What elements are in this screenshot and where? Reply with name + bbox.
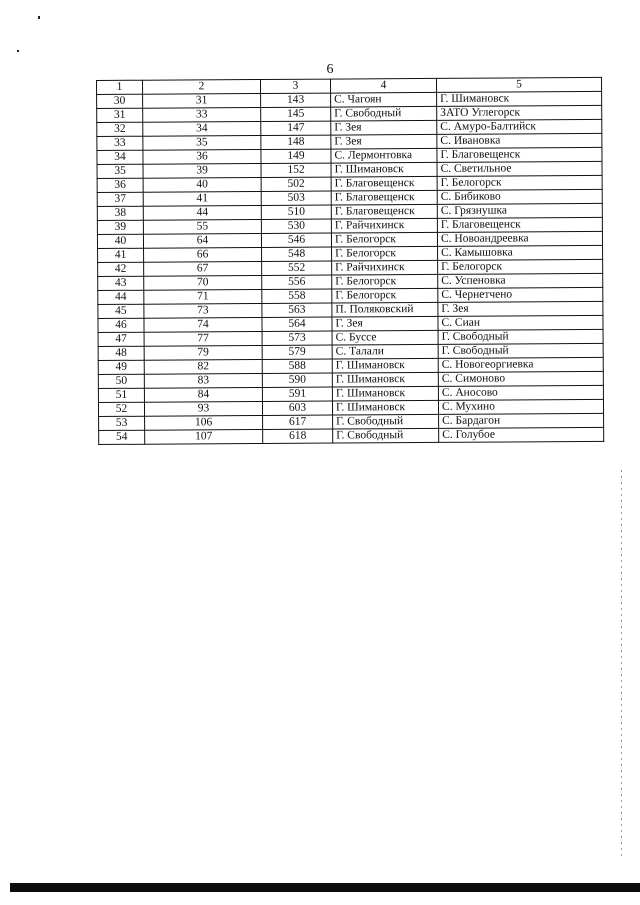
table-cell: С. Чернетчено — [438, 287, 603, 302]
table-cell: 41 — [98, 248, 144, 262]
table-cell: Г. Белогорск — [332, 274, 438, 289]
table-cell: 35 — [97, 164, 143, 178]
table-cell: П. Поляковский — [332, 302, 438, 317]
table-cell: 38 — [97, 206, 143, 220]
table-cell: С. Лермонтовка — [331, 148, 437, 163]
table-cell: Г. Свободный — [331, 106, 437, 121]
table-cell: Г. Зея — [331, 120, 437, 135]
table-cell: С. Мухино — [438, 399, 603, 414]
table-cell: Г. Шимановск — [332, 372, 438, 387]
table-cell: 52 — [98, 402, 144, 416]
table-cell: 77 — [144, 331, 262, 346]
table-cell: 588 — [262, 359, 332, 373]
table-cell: ЗАТО Углегорск — [437, 105, 602, 120]
table-cell: 548 — [262, 247, 332, 261]
table-cell: С. Амуро-Балтийск — [437, 119, 602, 134]
table-cell: Г. Белогорск — [331, 232, 437, 247]
table-cell: 53 — [99, 416, 145, 430]
table-cell: 64 — [143, 233, 261, 248]
column-header: 4 — [330, 78, 436, 93]
table-cell: 43 — [98, 276, 144, 290]
table-cell: 36 — [143, 149, 261, 164]
table-cell: С. Грязнушка — [437, 203, 602, 218]
table-cell: Г. Зея — [332, 316, 438, 331]
scan-speck — [17, 50, 19, 52]
table-cell: Г. Белогорск — [437, 175, 602, 190]
table-cell: 33 — [143, 107, 261, 122]
table-cell: 558 — [262, 289, 332, 303]
table-cell: Г. Свободный — [438, 343, 603, 358]
table-cell: 556 — [262, 275, 332, 289]
table-cell: 148 — [261, 135, 331, 149]
table-cell: 66 — [144, 247, 262, 262]
table-cell: 147 — [261, 121, 331, 135]
table-cell: 48 — [98, 346, 144, 360]
table-cell: Г. Белогорск — [332, 246, 438, 261]
table-cell: 32 — [97, 122, 143, 136]
table-cell: 46 — [98, 318, 144, 332]
table-cell: 40 — [97, 234, 143, 248]
table-cell: 149 — [261, 149, 331, 163]
table-cell: 47 — [98, 332, 144, 346]
table-cell: 30 — [97, 94, 143, 108]
table-cell: 564 — [262, 317, 332, 331]
table-cell: Г. Свободный — [333, 414, 439, 429]
table-cell: Г. Шимановск — [332, 400, 438, 415]
table-cell: 41 — [143, 191, 261, 206]
table-cell: 93 — [144, 401, 262, 416]
table-cell: 143 — [261, 93, 331, 107]
table-cell: 49 — [98, 360, 144, 374]
scan-speck — [38, 16, 40, 19]
table-cell: 503 — [261, 191, 331, 205]
table-cell: 83 — [144, 373, 262, 388]
table-cell: 42 — [98, 262, 144, 276]
table-cell: 603 — [262, 401, 332, 415]
table-cell: Г. Свободный — [438, 329, 603, 344]
table-cell: Г. Белогорск — [332, 288, 438, 303]
table-cell: Г. Райчихинск — [332, 260, 438, 275]
table-cell: 106 — [145, 415, 263, 430]
column-header: 5 — [436, 77, 601, 92]
table-cell: 617 — [263, 415, 333, 429]
table-cell: 579 — [262, 345, 332, 359]
table-cell: С. Аносово — [438, 385, 603, 400]
page-number: 6 — [326, 62, 334, 77]
table-cell: 563 — [262, 303, 332, 317]
table-cell: С. Бардагон — [439, 413, 604, 428]
table-cell: Г. Благовещенск — [331, 204, 437, 219]
table-cell: 152 — [261, 163, 331, 177]
table-cell: 34 — [97, 150, 143, 164]
table-cell: Г. Шимановск — [332, 386, 438, 401]
table-cell: 145 — [261, 107, 331, 121]
table-cell: 107 — [145, 429, 263, 444]
scan-bottom-edge — [10, 883, 640, 892]
stops-table — [96, 77, 604, 445]
table-cell: С. Голубое — [439, 427, 604, 442]
table-cell: Г. Благовещенск — [331, 190, 437, 205]
column-header: 2 — [143, 79, 261, 94]
table-cell: 36 — [97, 178, 143, 192]
table-cell: 573 — [262, 331, 332, 345]
table-cell: 39 — [143, 163, 261, 178]
table-cell: 530 — [261, 219, 331, 233]
table-cell: 31 — [143, 93, 261, 108]
table-cell: С. Талали — [332, 344, 438, 359]
table-cell: С. Камышовка — [438, 245, 603, 260]
table-row — [99, 427, 604, 444]
table-cell: Г. Благовещенск — [437, 147, 602, 162]
table-cell: 510 — [261, 205, 331, 219]
table-cell: 82 — [144, 359, 262, 374]
table-cell: 51 — [98, 388, 144, 402]
table-cell: Г. Белогорск — [438, 259, 603, 274]
table-cell: Г. Райчихинск — [331, 218, 437, 233]
table-cell: С. Сиан — [438, 315, 603, 330]
table-cell: 618 — [263, 429, 333, 443]
table-cell: 40 — [143, 177, 261, 192]
table-cell: С. Симоново — [438, 371, 603, 386]
table-cell: 39 — [97, 220, 143, 234]
table-cell: С. Бибиково — [437, 189, 602, 204]
table-cell: С. Ивановка — [437, 133, 602, 148]
table-cell: С. Буссе — [332, 330, 438, 345]
table-cell: Г. Шимановск — [331, 162, 437, 177]
table-cell: С. Новогеоргиевка — [438, 357, 603, 372]
table-cell: 37 — [97, 192, 143, 206]
scan-artifact-line — [621, 470, 622, 860]
table-cell: 54 — [99, 430, 145, 444]
table-cell: 71 — [144, 289, 262, 304]
table-cell: С. Новоандреевка — [437, 231, 602, 246]
table-cell: С. Успеновка — [438, 273, 603, 288]
table-cell: 35 — [143, 135, 261, 150]
table-cell: 502 — [261, 177, 331, 191]
table-cell: Г. Шимановск — [332, 358, 438, 373]
table-cell: 31 — [97, 108, 143, 122]
table-cell: С. Чагоян — [331, 92, 437, 107]
table-cell: Г. Шимановск — [437, 91, 602, 106]
table-cell: Г. Благовещенск — [437, 217, 602, 232]
table-cell: 73 — [144, 303, 262, 318]
table-container — [96, 77, 603, 445]
table-cell: 50 — [98, 374, 144, 388]
table-cell: 34 — [143, 121, 261, 136]
table-cell: 55 — [143, 219, 261, 234]
table-cell: 70 — [144, 275, 262, 290]
table-cell: 74 — [144, 317, 262, 332]
table-cell: 33 — [97, 136, 143, 150]
table-cell: Г. Свободный — [333, 428, 439, 443]
table-cell: 44 — [98, 290, 144, 304]
table-cell: Г. Благовещенск — [331, 176, 437, 191]
column-header: 1 — [97, 80, 143, 94]
table-cell: Г. Зея — [438, 301, 603, 316]
table-cell: 546 — [261, 233, 331, 247]
table-cell: 590 — [262, 373, 332, 387]
column-header: 3 — [261, 79, 331, 93]
table-cell: 591 — [262, 387, 332, 401]
table-cell: С. Светильное — [437, 161, 602, 176]
table-cell: 84 — [144, 387, 262, 402]
table-cell: 67 — [144, 261, 262, 276]
table-cell: 45 — [98, 304, 144, 318]
table-cell: 552 — [262, 261, 332, 275]
table-cell: 79 — [144, 345, 262, 360]
table-cell: Г. Зея — [331, 134, 437, 149]
table-cell: 44 — [143, 205, 261, 220]
